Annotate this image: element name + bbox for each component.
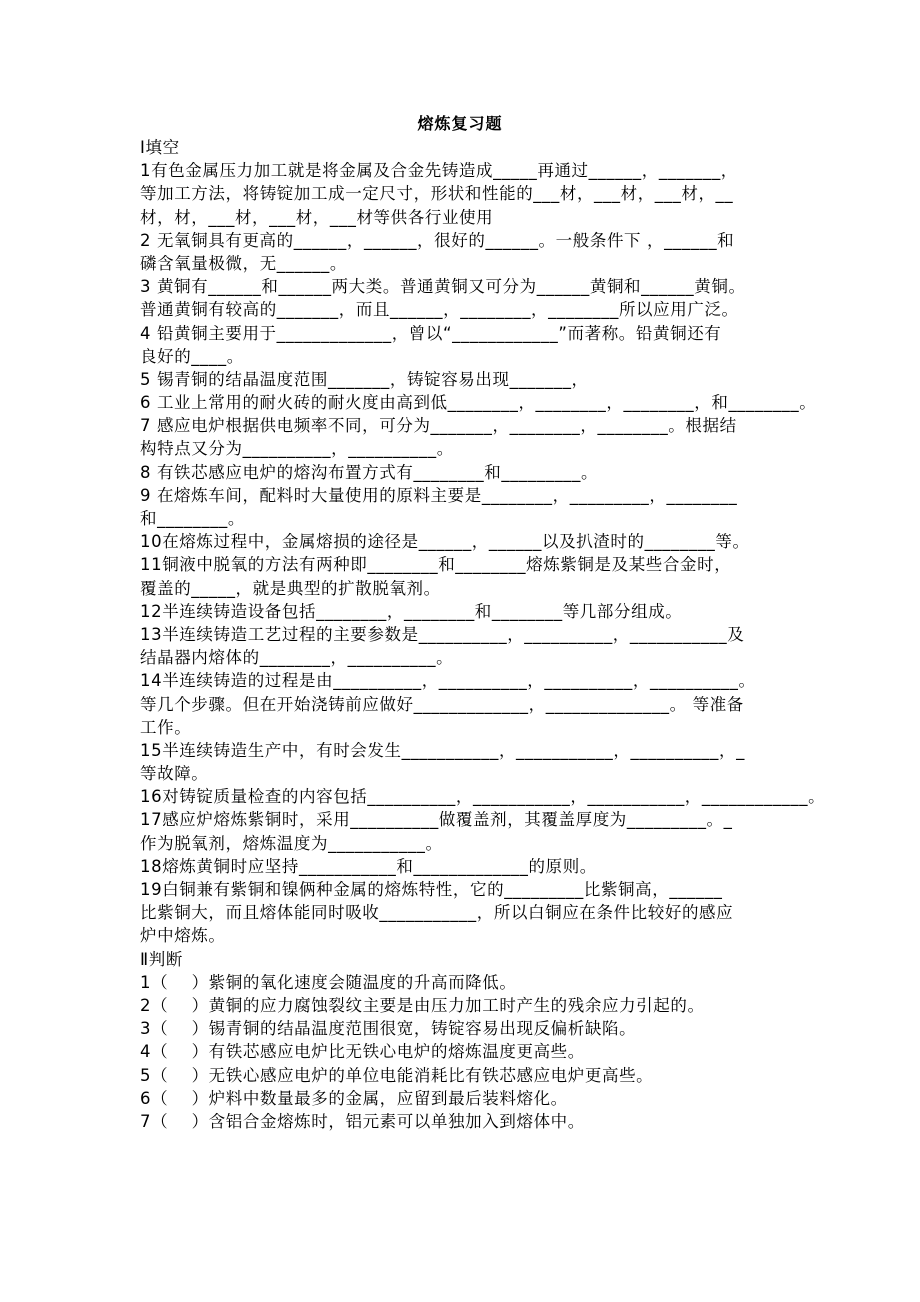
question-line: 16对铸锭质量检查的内容包括__________，___________，___________，____________。 [140, 787, 826, 807]
judgment-item: 3（ ）锡青铜的结晶温度范围很宽，铸锭容易出现反偏析缺陷。 [140, 1019, 637, 1039]
question-line: 7 感应电炉根据供电频率不同，可分为_______，________，________。根据结 [140, 416, 737, 436]
question-line: 1有色金属压力加工就是将金属及合金先铸造成_____再通过______，_______， [140, 161, 738, 181]
question-line: 11铜液中脱氧的方法有两种即________和________熔炼紫铜是及某些合金时， [140, 555, 732, 575]
question-line: 19白铜兼有紫铜和镍俩种金属的熔炼特性，它的_________比紫铜高，______ [140, 880, 723, 899]
question-line: 9 在熔炼车间，配料时大量使用的原料主要是________，_________，________ [140, 485, 738, 505]
section-heading-true-false: Ⅱ判断 [140, 949, 183, 969]
question-line: 炉中熔炼。 [140, 926, 226, 946]
question-line: 普通黄铜有较高的_______，而且______，________，________所以应用广泛。 [140, 300, 739, 320]
judgment-item: 2（ ）黄铜的应力腐蚀裂纹主要是由压力加工时产生的残余应力引起的。 [140, 995, 705, 1015]
question-line: 工作。 [140, 717, 192, 737]
question-line: 等几个步骤。但在开始浇铸前应做好_____________，______________。 等准备 [140, 694, 744, 714]
judgment-item: 7（ ）含铝合金熔炼时，铝元素可以单独加入到熔体中。 [140, 1111, 585, 1131]
judgment-item: 4（ ）有铁芯感应电炉比无铁心电炉的熔炼温度更高些。 [140, 1042, 585, 1062]
question-line: 等故障。 [140, 764, 209, 784]
question-line: 17感应炉熔炼紫铜时，采用__________做覆盖剂，其覆盖厚度为_________。_ [140, 810, 733, 830]
judgment-item: 5（ ）无铁心感应电炉的单位电能消耗比有铁芯感应电炉更高些。 [140, 1065, 654, 1085]
document-body [140, 136, 860, 1133]
question-line: 18熔炼黄铜时应坚持___________和_____________的原则。 [140, 856, 597, 876]
question-line: 作为脱氧剂，熔炼温度为___________。 [140, 833, 443, 853]
question-line: 磷含氧量极微，无______。 [140, 253, 347, 273]
judgment-item: 1（ ）紫铜的氧化速度会随温度的升高而降低。 [140, 972, 517, 992]
question-line: 构特点又分为__________，__________。 [140, 439, 454, 459]
question-line: 结晶器内熔体的________，__________。 [140, 648, 454, 668]
document-title: 熔炼复习题 [417, 114, 503, 133]
question-line: 8 有铁芯感应电炉的熔沟布置方式有________和_________。 [140, 462, 599, 482]
section-heading-fill-in: Ⅰ填空 [140, 138, 180, 157]
question-line: 10在熔炼过程中，金属熔损的途径是______，______以及扒渣时的________等。 [140, 532, 750, 552]
question-line: 良好的____。 [140, 346, 244, 366]
question-line: 14半连续铸造的过程是由__________，__________，__________，__________。 [140, 671, 756, 691]
question-line: 6 工业上常用的耐火砖的耐火度由高到低________，________，________，和________。 [140, 393, 817, 413]
question-line: 覆盖的_____，就是典型的扩散脱氧剂。 [140, 578, 441, 598]
question-line: 材，材，___材，___材，___材等供各行业使用 [140, 207, 494, 227]
question-line: 等加工方法，将铸锭加工成一定尺寸，形状和性能的___材，___材，___材，__ [140, 184, 734, 204]
question-line: 4 铅黄铜主要用于_____________，曾以“____________”而著称。铅黄铜还有 [140, 323, 722, 343]
question-line: 5 锡青铜的结晶温度范围_______，铸锭容易出现_______， [140, 369, 589, 389]
question-line: 15半连续铸造生产中，有时会发生___________，___________，__________，_ [140, 740, 745, 760]
question-line: 13半连续铸造工艺过程的主要参数是__________，__________，___________及 [140, 624, 745, 644]
question-line: 和________。 [140, 509, 245, 528]
judgment-item: 6（ ）炉料中数量最多的金属，应留到最后装料熔化。 [140, 1088, 568, 1108]
question-line: 12半连续铸造设备包括________，________和________等几部分组成。 [140, 601, 683, 621]
question-line: 2 无氧铜具有更高的______，______，很好的______。一般条件下 ，______和 [140, 230, 735, 250]
question-line: 3 黄铜有______和______两大类。普通黄铜又可分为______黄铜和______黄铜。 [140, 277, 746, 297]
question-line: 比紫铜大，而且熔体能同时吸收___________，所以白铜应在条件比较好的感应 [140, 903, 734, 923]
